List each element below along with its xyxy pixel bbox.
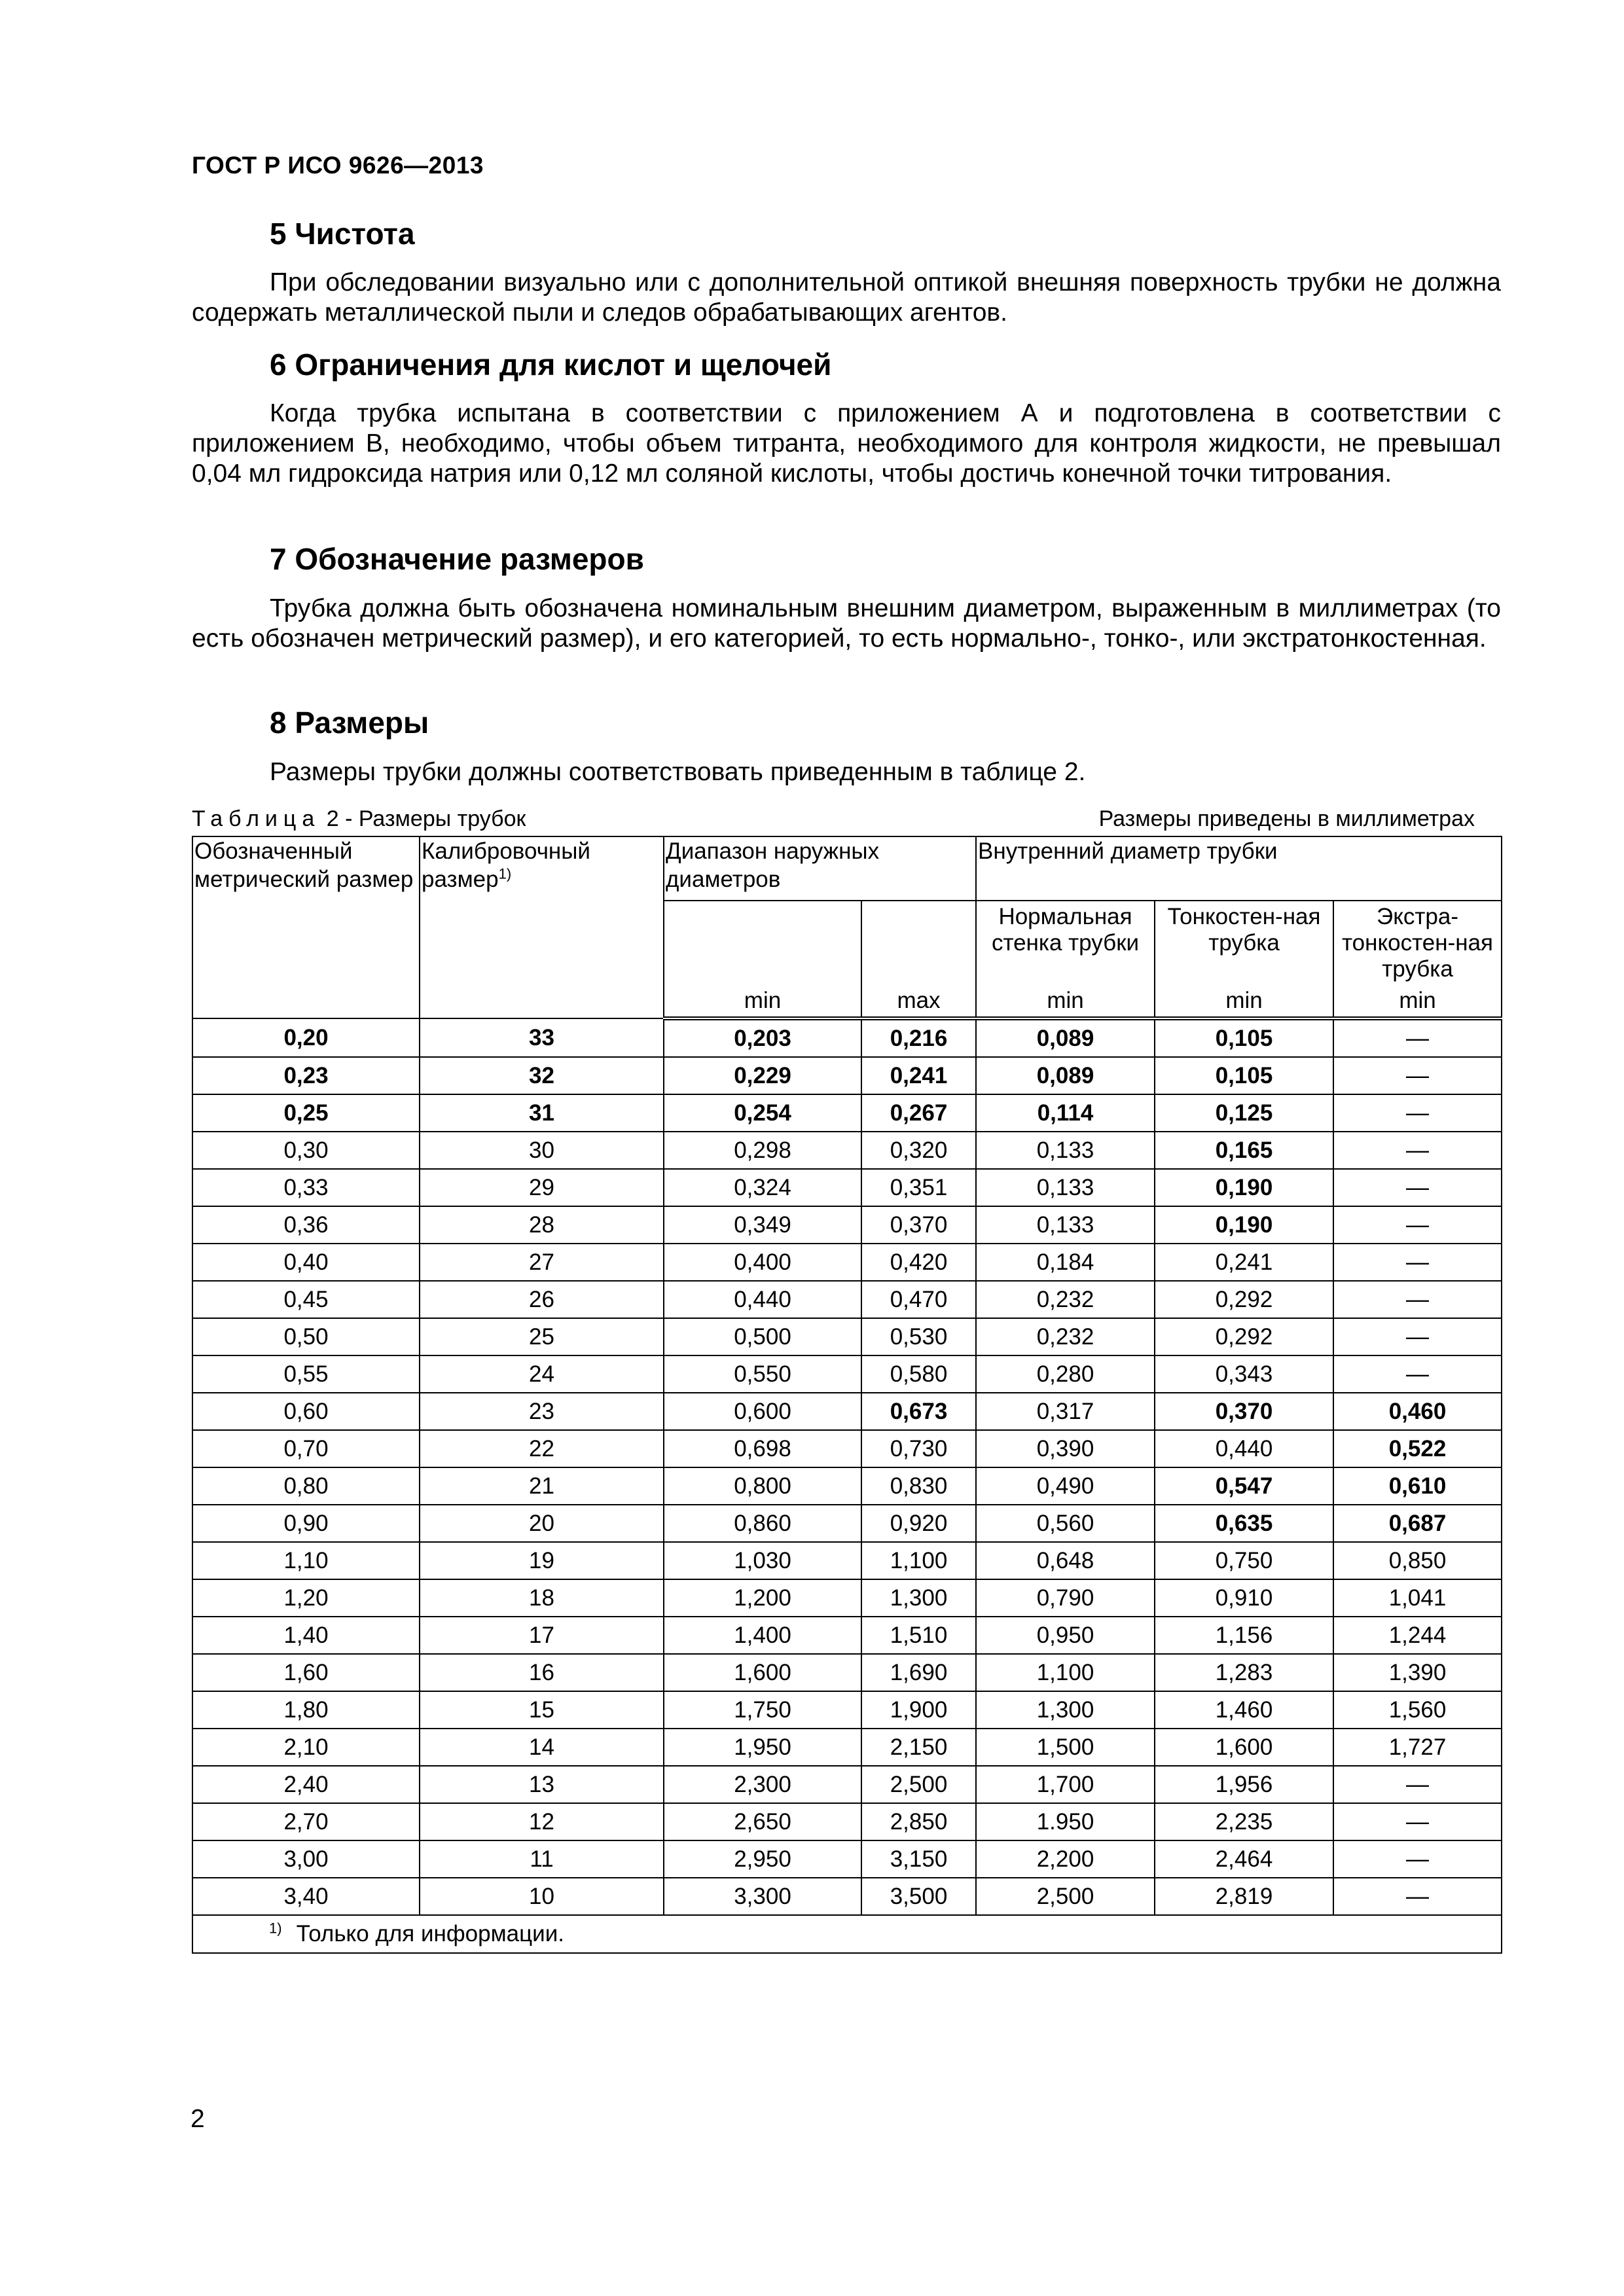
table-cell: 0,600 <box>664 1393 861 1430</box>
table-cell: 2,70 <box>192 1803 420 1840</box>
table-cell: 2,500 <box>861 1766 976 1803</box>
table-cell: 1,956 <box>1155 1766 1333 1803</box>
table-cell: 0,560 <box>976 1505 1155 1542</box>
table-cell: — <box>1333 1018 1502 1057</box>
header-normal-wall <box>976 901 1155 1018</box>
table-cell: 19 <box>420 1542 664 1579</box>
table-row <box>192 1505 1502 1542</box>
table-row <box>192 1281 1502 1318</box>
table-cell: 0,20 <box>192 1018 420 1057</box>
table-cell: 3,40 <box>192 1878 420 1915</box>
table-cell: 0,105 <box>1155 1018 1333 1057</box>
table-cell: 28 <box>420 1206 664 1244</box>
table-cell: 0,400 <box>664 1244 861 1281</box>
table-cell: 0,530 <box>861 1318 976 1355</box>
table-row <box>192 1729 1502 1766</box>
table-cell: 0,648 <box>976 1542 1155 1579</box>
table-row <box>192 1542 1502 1579</box>
table-cell: — <box>1333 1803 1502 1840</box>
table-cell: 0,298 <box>664 1132 861 1169</box>
table-cell: 0,241 <box>1155 1244 1333 1281</box>
table-cell: 2,40 <box>192 1766 420 1803</box>
table-cell: 1,500 <box>976 1729 1155 1766</box>
table-row <box>192 1244 1502 1281</box>
header-outer-min <box>664 901 861 1018</box>
header-normal-min-label: min <box>1047 988 1084 1013</box>
table-cell: 2,819 <box>1155 1878 1333 1915</box>
table-cell: 0,635 <box>1155 1505 1333 1542</box>
table-cell: 2,464 <box>1155 1840 1333 1878</box>
header-outer-diameter-label: Диапазон наружных диаметров <box>666 838 880 892</box>
header-extra-thin-wall-label: Экстра-тонкостен-ная трубка <box>1342 904 1493 982</box>
table-cell: 0,25 <box>192 1094 420 1132</box>
table-cell: 1,200 <box>664 1579 861 1617</box>
table-cell: 10 <box>420 1878 664 1915</box>
table-cell: 0,698 <box>664 1430 861 1467</box>
table-cell: 1,100 <box>861 1542 976 1579</box>
footnote-mark: 1) <box>269 1920 282 1937</box>
table-cell: 0,343 <box>1155 1355 1333 1393</box>
table-cell: 3,300 <box>664 1878 861 1915</box>
table-cell: 0,550 <box>664 1355 861 1393</box>
table-cell: — <box>1333 1206 1502 1244</box>
table-row <box>192 1318 1502 1355</box>
table-cell: 0,133 <box>976 1206 1155 1244</box>
table-cell: 32 <box>420 1057 664 1094</box>
table-row <box>192 1691 1502 1729</box>
table-cell: 2,850 <box>861 1803 976 1840</box>
table-cell: — <box>1333 1355 1502 1393</box>
table-row <box>192 1654 1502 1691</box>
table-cell: 0,324 <box>664 1169 861 1206</box>
table-cell: 0,55 <box>192 1355 420 1393</box>
table-cell: 0,216 <box>861 1018 976 1057</box>
header-inner-diameter <box>976 836 1502 901</box>
table-cell: 0,232 <box>976 1281 1155 1318</box>
table-cell: 0,30 <box>192 1132 420 1169</box>
table-cell: 1,100 <box>976 1654 1155 1691</box>
table-row <box>192 1206 1502 1244</box>
section-6-text: Когда трубка испытана в соответствии с приложением А и подготовлена в соответствии с приложением В, необходимо, чтобы объем титранта, необходимого для контроля жидкости, не превышал 0,04 мл гидроксида натрия или 0,12 мл соляной кислоты, чтобы достичь конечной точки титрования. <box>192 399 1501 488</box>
table-cell: 0,610 <box>1333 1467 1502 1505</box>
table-cell: 3,500 <box>861 1878 976 1915</box>
table-cell: 1,300 <box>861 1579 976 1617</box>
table-cell: 1,030 <box>664 1542 861 1579</box>
table-cell: 2,150 <box>861 1729 976 1766</box>
table-cell: 0,184 <box>976 1244 1155 1281</box>
table-cell: 0,089 <box>976 1057 1155 1094</box>
table-cell: 2,650 <box>664 1803 861 1840</box>
table-cell: 0,349 <box>664 1206 861 1244</box>
table-cell: 25 <box>420 1318 664 1355</box>
table-cell: 0,254 <box>664 1094 861 1132</box>
table-cell: 0,36 <box>192 1206 420 1244</box>
table-cell: 31 <box>420 1094 664 1132</box>
table-cell: 0,790 <box>976 1579 1155 1617</box>
table-cell: 0,33 <box>192 1169 420 1206</box>
table-cell: 0,920 <box>861 1505 976 1542</box>
table-caption <box>192 806 526 832</box>
table-body <box>192 1018 1502 1915</box>
table-cell: 20 <box>420 1505 664 1542</box>
header-extra-thin-wall <box>1333 901 1502 1018</box>
document-code: ГОСТ Р ИСО 9626—2013 <box>192 152 484 179</box>
table-cell: 1,600 <box>1155 1729 1333 1766</box>
table-cell: 0,60 <box>192 1393 420 1430</box>
table-row <box>192 1579 1502 1617</box>
table-row <box>192 1057 1502 1094</box>
table-cell: 15 <box>420 1691 664 1729</box>
table-cell: 0,23 <box>192 1057 420 1094</box>
table-cell: 2,500 <box>976 1878 1155 1915</box>
table-cell: 0,190 <box>1155 1206 1333 1244</box>
table-row <box>192 1617 1502 1654</box>
table-cell: 17 <box>420 1617 664 1654</box>
table-cell: 16 <box>420 1654 664 1691</box>
table-cell: 0,229 <box>664 1057 861 1094</box>
table-cell: 1.950 <box>976 1803 1155 1840</box>
table-cell: — <box>1333 1169 1502 1206</box>
table-cell: 0,460 <box>1333 1393 1502 1430</box>
table-cell: — <box>1333 1766 1502 1803</box>
table-row <box>192 1169 1502 1206</box>
table-cell: 3,00 <box>192 1840 420 1878</box>
section-7-text: Трубка должна быть обозначена номинальным внешним диаметром, выраженным в миллиметрах (то есть обозначен метрический размер), и его категорией, то есть нормально-, тонко-, или экстратонкостенная. <box>192 594 1501 653</box>
table-row <box>192 1018 1502 1057</box>
table-cell: 1,700 <box>976 1766 1155 1803</box>
footnote-text: Только для информации. <box>296 1921 564 1946</box>
table-cell: 0,50 <box>192 1318 420 1355</box>
table-row <box>192 1840 1502 1878</box>
table-cell: 11 <box>420 1840 664 1878</box>
table-cell: 0,420 <box>861 1244 976 1281</box>
table-cell: 1,20 <box>192 1579 420 1617</box>
footnote-ref-mark: 1) <box>498 865 512 882</box>
table-row <box>192 1132 1502 1169</box>
table-cell: 1,600 <box>664 1654 861 1691</box>
table-cell: 13 <box>420 1766 664 1803</box>
table-cell: 27 <box>420 1244 664 1281</box>
table-caption-row <box>192 806 1475 832</box>
table-cell: 2,200 <box>976 1840 1155 1878</box>
table-cell: — <box>1333 1281 1502 1318</box>
table-cell: 14 <box>420 1729 664 1766</box>
table-cell: 0,440 <box>1155 1430 1333 1467</box>
table-cell: 0,45 <box>192 1281 420 1318</box>
header-thin-min-label: min <box>1225 988 1263 1013</box>
table-cell: 0,133 <box>976 1132 1155 1169</box>
table-cell: 0,860 <box>664 1505 861 1542</box>
table-cell: — <box>1333 1318 1502 1355</box>
table-row <box>192 1094 1502 1132</box>
table-cell: 1,40 <box>192 1617 420 1654</box>
table-cell: 0,203 <box>664 1018 861 1057</box>
table-cell: 1,244 <box>1333 1617 1502 1654</box>
table-cell: 30 <box>420 1132 664 1169</box>
table-cell: 0,292 <box>1155 1318 1333 1355</box>
table-cell: 0,089 <box>976 1018 1155 1057</box>
header-thin-wall-label: Тонкостен-ная трубка <box>1167 904 1321 956</box>
table-cell: 0,370 <box>861 1206 976 1244</box>
table-cell: — <box>1333 1094 1502 1132</box>
table-cell: 2,10 <box>192 1729 420 1766</box>
table-cell: 3,150 <box>861 1840 976 1878</box>
table-units-note: Размеры приведены в миллиметрах <box>1098 806 1475 831</box>
table-cell: 1,156 <box>1155 1617 1333 1654</box>
table-caption-prefix: Таблица <box>192 806 321 831</box>
header-gauge-size-label: Калибровочный размер <box>422 838 590 892</box>
table-cell: 0,522 <box>1333 1430 1502 1467</box>
table-cell: 0,267 <box>861 1094 976 1132</box>
table-cell: 1,10 <box>192 1542 420 1579</box>
table-cell: 24 <box>420 1355 664 1393</box>
table-cell: 0,125 <box>1155 1094 1333 1132</box>
table-row <box>192 1878 1502 1915</box>
table-cell: — <box>1333 1244 1502 1281</box>
table-cell: — <box>1333 1057 1502 1094</box>
table-cell: 0,850 <box>1333 1542 1502 1579</box>
table-cell: 1,390 <box>1333 1654 1502 1691</box>
table-cell: 0,40 <box>192 1244 420 1281</box>
header-outer-diameter <box>664 836 976 901</box>
section-5-title: 5 Чистота <box>270 217 415 251</box>
table-cell: 1,80 <box>192 1691 420 1729</box>
table-row <box>192 1393 1502 1430</box>
header-normal-wall-label: Нормальная стенка трубки <box>991 904 1140 956</box>
header-metric-size <box>192 836 420 1018</box>
table-row <box>192 1803 1502 1840</box>
table-cell: — <box>1333 1840 1502 1878</box>
table-cell: 1,041 <box>1333 1579 1502 1617</box>
table-cell: 1,400 <box>664 1617 861 1654</box>
table-cell: 2,300 <box>664 1766 861 1803</box>
header-inner-diameter-label: Внутренний диаметр трубки <box>978 838 1278 864</box>
table-cell: 0,730 <box>861 1430 976 1467</box>
table-cell: 0,750 <box>1155 1542 1333 1579</box>
table-cell: 0,830 <box>861 1467 976 1505</box>
table-cell: 2,235 <box>1155 1803 1333 1840</box>
header-outer-min-label: min <box>744 988 782 1013</box>
section-8-title: 8 Размеры <box>270 706 429 740</box>
table-cell: 0,950 <box>976 1617 1155 1654</box>
table-cell: 0,114 <box>976 1094 1155 1132</box>
table-cell: 0,351 <box>861 1169 976 1206</box>
table-cell: 0,800 <box>664 1467 861 1505</box>
table-row <box>192 1355 1502 1393</box>
table-footnote <box>192 1915 1502 1953</box>
table-cell: 0,687 <box>1333 1505 1502 1542</box>
table-cell: 0,70 <box>192 1430 420 1467</box>
table-cell: 0,370 <box>1155 1393 1333 1430</box>
table-cell: 29 <box>420 1169 664 1206</box>
table-cell: 0,673 <box>861 1393 976 1430</box>
table-cell: 12 <box>420 1803 664 1840</box>
table-cell: 1,60 <box>192 1654 420 1691</box>
table-cell: 33 <box>420 1018 664 1057</box>
header-extra-min-label: min <box>1399 988 1436 1013</box>
table-cell: 2,950 <box>664 1840 861 1878</box>
table-cell: 0,390 <box>976 1430 1155 1467</box>
table-cell: 0,165 <box>1155 1132 1333 1169</box>
table-cell: 0,90 <box>192 1505 420 1542</box>
table-cell: 1,460 <box>1155 1691 1333 1729</box>
table-cell: 1,727 <box>1333 1729 1502 1766</box>
page-number: 2 <box>190 2105 205 2133</box>
table-cell: 1,560 <box>1333 1691 1502 1729</box>
tube-sizes-table <box>192 836 1502 1954</box>
table-cell: 0,320 <box>861 1132 976 1169</box>
table-cell: 0,440 <box>664 1281 861 1318</box>
section-7-title: 7 Обозначение размеров <box>270 542 644 576</box>
header-outer-max <box>861 901 976 1018</box>
table-cell: 0,133 <box>976 1169 1155 1206</box>
table-cell: 0,241 <box>861 1057 976 1094</box>
table-row <box>192 1467 1502 1505</box>
table-cell: 0,500 <box>664 1318 861 1355</box>
table-cell: — <box>1333 1132 1502 1169</box>
table-cell: 0,910 <box>1155 1579 1333 1617</box>
header-metric-size-label: Обозначенный метрический размер <box>194 838 414 892</box>
table-row <box>192 1766 1502 1803</box>
section-6-title: 6 Ограничения для кислот и щелочей <box>270 348 832 382</box>
table-caption-title: 2 - Размеры трубок <box>320 806 526 831</box>
table-cell: 1,510 <box>861 1617 976 1654</box>
table-cell: 0,280 <box>976 1355 1155 1393</box>
table-cell: 0,317 <box>976 1393 1155 1430</box>
table-row <box>192 1430 1502 1467</box>
table-cell: 0,470 <box>861 1281 976 1318</box>
table-cell: 1,950 <box>664 1729 861 1766</box>
table-cell: — <box>1333 1878 1502 1915</box>
table-cell: 0,580 <box>861 1355 976 1393</box>
table-cell: 21 <box>420 1467 664 1505</box>
table-cell: 22 <box>420 1430 664 1467</box>
table-cell: 0,292 <box>1155 1281 1333 1318</box>
table-cell: 0,547 <box>1155 1467 1333 1505</box>
table-cell: 1,750 <box>664 1691 861 1729</box>
table-cell: 1,300 <box>976 1691 1155 1729</box>
header-outer-max-label: max <box>897 988 941 1013</box>
table-cell: 23 <box>420 1393 664 1430</box>
header-gauge-size <box>420 836 664 1018</box>
section-8-text: Размеры трубки должны соответствовать приведенным в таблице 2. <box>270 758 1086 786</box>
table-cell: 0,105 <box>1155 1057 1333 1094</box>
table-cell: 0,232 <box>976 1318 1155 1355</box>
section-5-text: При обследовании визуально или с дополнительной оптикой внешняя поверхность трубки не должна содержать металлической пыли и следов обрабатывающих агентов. <box>192 268 1501 327</box>
table-cell: 0,80 <box>192 1467 420 1505</box>
table-cell: 1,900 <box>861 1691 976 1729</box>
table-cell: 18 <box>420 1579 664 1617</box>
table-cell: 0,190 <box>1155 1169 1333 1206</box>
table-cell: 0,490 <box>976 1467 1155 1505</box>
table-cell: 26 <box>420 1281 664 1318</box>
header-thin-wall <box>1155 901 1333 1018</box>
table-cell: 1,283 <box>1155 1654 1333 1691</box>
table-cell: 1,690 <box>861 1654 976 1691</box>
